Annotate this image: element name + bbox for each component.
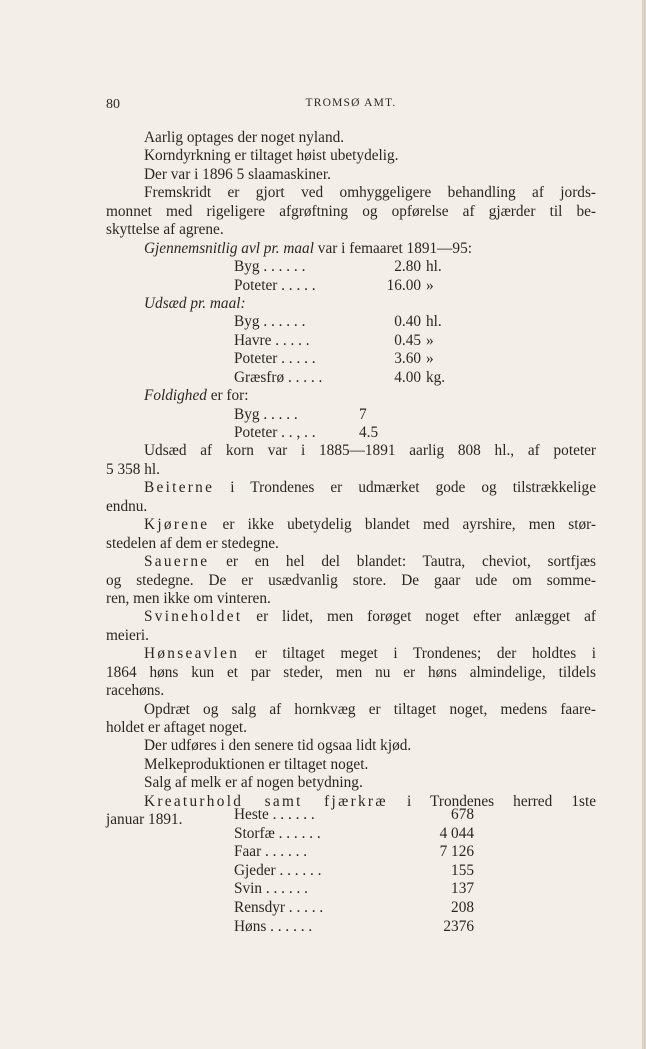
paragraph-line: Sauerne er en hel del blandet: Tautra, cheviot, sortfjæs — [144, 553, 596, 571]
paragraph-line: Svineholdet er lidet, men forøget noget efter anlægget af — [144, 608, 596, 626]
livestock-row: Heste . . . . . . 678 — [234, 806, 474, 823]
udsaed-row: Poteter . . . . . 3.60 » — [234, 350, 434, 368]
livestock-row: Gjeder . . . . . . 155 — [234, 861, 474, 879]
paragraph-line: 1864 høns kun et par steder, men nu er høns almindelige, tildels — [106, 663, 596, 681]
livestock-row: Svin . . . . . . 137 — [234, 880, 474, 898]
avl-heading: Gjennemsnitlig avl pr. maal var i femaaret 1891—95: — [144, 239, 472, 257]
livestock-row: Rensdyr . . . . . 208 — [234, 898, 474, 916]
udsaed-row: Græsfrø . . . . . 4.00 kg. — [234, 368, 446, 386]
paragraph-line: Beiterne i Trondenes er udmærket gode og tilstrækkelige — [144, 479, 596, 497]
page-number: 80 — [106, 97, 120, 112]
paragraph-line: Der var i 1896 5 slaamaskiner. — [144, 165, 331, 183]
paragraph-line: Melkeproduktionen er tiltaget noget. — [144, 755, 369, 773]
paragraph-line: Aarlig optages der noget nyland. — [144, 129, 345, 146]
paragraph-line: Korndyrkning er tiltaget høist ubetydelig. — [144, 147, 399, 165]
udsaed-heading: Udsæd pr. maal: — [144, 294, 246, 312]
paragraph-line: 5 358 hl. — [106, 460, 160, 478]
foldighed-heading: Foldighed er for: — [144, 387, 249, 405]
foldighed-row: Byg . . . . . 7 — [234, 405, 367, 423]
paragraph-line: ren, men ikke om vinteren. — [106, 589, 271, 607]
page-edge — [642, 0, 646, 1049]
livestock-row: Storfæ . . . . . . 4 044 — [234, 824, 474, 842]
livestock-table — [234, 806, 474, 936]
paragraph-line: Kreaturhold samt fjærkræ i Trondenes herred 1ste — [144, 792, 597, 810]
paragraph-line: Udsæd af korn var i 1885—1891 aarlig 808 hl., af poteter — [144, 442, 596, 460]
paragraph-line: stedelen af dem er stedegne. — [106, 534, 279, 552]
foldighed-row: Poteter . . , . . 4.5 — [234, 424, 379, 441]
avl-row: Byg . . . . . . 2.80 hl. — [234, 258, 442, 276]
paragraph-line: Salg af melk er af nogen betydning. — [144, 774, 363, 792]
paragraph-line: Kjørene er ikke ubetydelig blandet med ayrshire, men stør- — [144, 516, 596, 534]
running-title: TROMSØ AMT. — [305, 97, 397, 109]
paragraph-line: monnet med rigeligere afgrøftning og opførelse af gjærder til be- — [106, 202, 596, 220]
udsaed-row: Havre . . . . . 0.45 » — [234, 331, 434, 349]
paragraph-line: Opdræt og salg af hornkvæg er tiltaget noget, medens faare- — [144, 700, 596, 718]
paragraph-line: meieri. — [106, 626, 149, 644]
livestock-row: Høns . . . . . . 2376 — [234, 917, 474, 935]
paragraph-line: Fremskridt er gjort ved omhyggeligere behandling af jords- — [144, 184, 596, 202]
paragraph-line: Der udføres i den senere tid ogsaa lidt kjød. — [144, 737, 412, 755]
body-text — [106, 129, 596, 830]
paragraph-line: Hønseavlen er tiltaget meget i Trondenes; der holdtes i — [144, 645, 596, 663]
paragraph-line: holdet er aftaget noget. — [106, 719, 248, 736]
paragraph-line: endnu. — [106, 497, 148, 515]
livestock-row: Faar . . . . . . 7 126 — [234, 843, 474, 861]
page-header — [106, 97, 596, 115]
paragraph-line: januar 1891. — [106, 811, 183, 829]
paragraph-line: racehøns. — [106, 682, 165, 700]
avl-row: Poteter . . . . . 16.00 » — [234, 276, 434, 294]
paragraph-line: og stedegne. De er usædvanlig store. De gaar ude om somme- — [106, 571, 596, 589]
udsaed-row: Byg . . . . . . 0.40 hl. — [234, 313, 442, 331]
paragraph-line: skyttelse af agrene. — [106, 221, 224, 239]
